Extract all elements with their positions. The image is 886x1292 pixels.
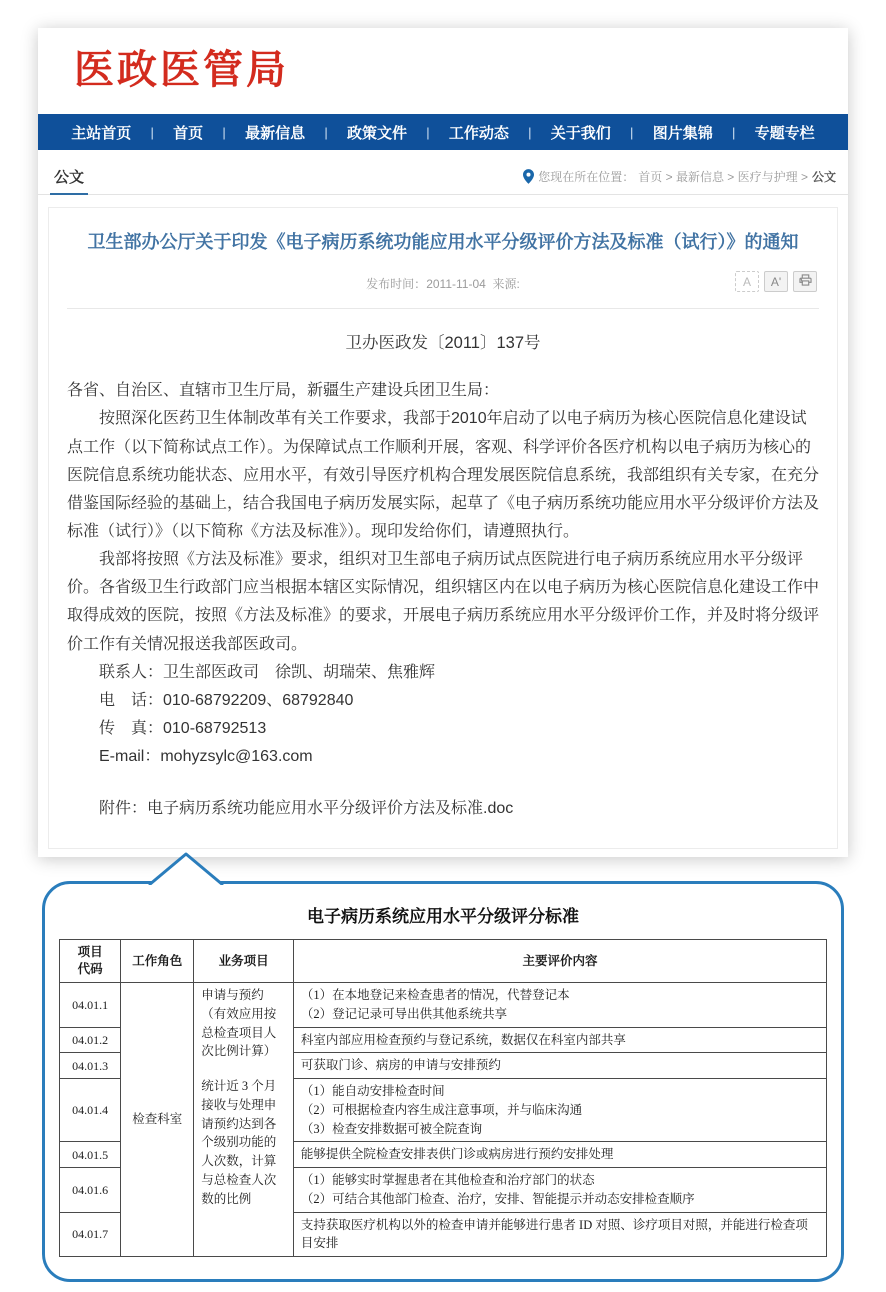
evaluation-content-cell bbox=[293, 1079, 826, 1142]
source-label: 来源: bbox=[492, 277, 520, 292]
nav-item-4[interactable]: 工作动态 bbox=[448, 124, 509, 142]
evaluation-content-line: （2）可结合其他部门检查、治疗，安排、智能提示并动态安排检查顺序 bbox=[300, 1191, 695, 1206]
attachment-preview-callout bbox=[42, 881, 844, 1282]
font-increase-button[interactable]: A' bbox=[764, 271, 788, 292]
location-pin-icon bbox=[523, 169, 534, 184]
evaluation-content-line: 科室内部应用检查预约与登记系统，数据仅在科室内部共享 bbox=[300, 1032, 626, 1047]
page bbox=[0, 28, 886, 1282]
nav-item-0[interactable]: 主站首页 bbox=[71, 124, 132, 142]
attachment-line bbox=[67, 795, 819, 818]
section-title: 公文 bbox=[50, 166, 88, 195]
evaluation-content-line: （2）可根据检查内容生成注意事项，并与临床沟通 bbox=[300, 1102, 583, 1117]
font-decrease-button[interactable]: A bbox=[735, 271, 759, 292]
article-paragraph: 联系人：卫生部医政司 徐凯、胡瑞荣、焦雅辉 bbox=[99, 663, 436, 681]
article-title: 卫生部办公厅关于印发《电子病历系统功能应用水平分级评价方法及标准（试行）》的通知 bbox=[87, 232, 799, 252]
header-project-code: 项目 代码 bbox=[60, 940, 121, 983]
evaluation-content-line: （3）检查安排数据可被全院查询 bbox=[300, 1121, 483, 1136]
site-logo[interactable]: 医政医管局 bbox=[74, 48, 289, 92]
site-card bbox=[38, 28, 848, 857]
evaluation-content-cell bbox=[293, 1212, 826, 1257]
business-item-paragraph: 统计近 3 个月接收与处理申请预约达到各个级别功能的人次数，计算与总检查人次数的比例 bbox=[201, 1079, 277, 1206]
document-panel bbox=[48, 207, 838, 849]
document-number: 卫办医政发〔2011〕137号 bbox=[345, 334, 541, 353]
project-code-cell: 04.01.1 bbox=[60, 983, 121, 1028]
print-button[interactable] bbox=[793, 271, 817, 292]
attachment-link[interactable]: 电子病历系统功能应用水平分级评价方法及标准.doc bbox=[147, 800, 514, 818]
evaluation-content-cell bbox=[293, 1142, 826, 1168]
attachment-label: 附件： bbox=[99, 800, 148, 818]
evaluation-content-line: （1）能够实时掌握患者在其他检查和治疗部门的状态 bbox=[300, 1173, 595, 1188]
site-header bbox=[38, 28, 848, 114]
grading-table bbox=[59, 939, 827, 1257]
article-paragraph: 电 话：010-68792209、68792840 bbox=[99, 691, 354, 709]
project-code-cell: 04.01.4 bbox=[60, 1079, 121, 1142]
nav-item-2[interactable]: 最新信息 bbox=[245, 124, 306, 142]
breadcrumb bbox=[523, 168, 836, 194]
nav-separator: | bbox=[731, 124, 736, 140]
breadcrumb-path[interactable]: 首页 > 最新信息 > 医疗与护理 > bbox=[638, 170, 808, 184]
evaluation-content-cell bbox=[293, 1027, 826, 1053]
evaluation-content-line: （1）在本地登记来检查患者的情况，代替登记本 bbox=[300, 988, 570, 1003]
nav-item-3[interactable]: 政策文件 bbox=[346, 124, 407, 142]
evaluation-content-line: 支持获取医疗机构以外的检查申请并能够进行患者 ID 对照、诊疗项目对照，并能进行检查项目安排 bbox=[300, 1217, 808, 1251]
article-paragraph: E-mail：mohyzsylc@163.com bbox=[99, 748, 313, 766]
header-work-role: 工作角色 bbox=[121, 940, 194, 983]
publish-date: 2011-11-04 bbox=[426, 277, 486, 292]
business-item-paragraph: 申请与预约（有效应用按总检查项目人次比例计算） bbox=[201, 988, 277, 1059]
nav-item-7[interactable]: 专题专栏 bbox=[754, 124, 815, 142]
evaluation-content-line: （2）登记记录可导出供其他系统共享 bbox=[300, 1006, 508, 1021]
project-code-cell: 04.01.6 bbox=[60, 1168, 121, 1213]
header-main-content: 主要评价内容 bbox=[293, 940, 826, 983]
table-header-row bbox=[60, 940, 827, 983]
callout-box bbox=[42, 881, 844, 1282]
evaluation-content-cell bbox=[293, 983, 826, 1028]
evaluation-content-line: 能够提供全院检查安排表供门诊或病房进行预约安排处理 bbox=[300, 1147, 614, 1162]
header-business-item: 业务项目 bbox=[194, 940, 294, 983]
publish-time-label: 发布时间： bbox=[366, 277, 427, 292]
nav-separator: | bbox=[324, 124, 328, 140]
project-code-cell: 04.01.5 bbox=[60, 1142, 121, 1168]
callout-pointer bbox=[147, 852, 225, 885]
business-item-cell bbox=[194, 983, 294, 1257]
evaluation-content-cell bbox=[293, 1168, 826, 1213]
project-code-cell: 04.01.2 bbox=[60, 1027, 121, 1053]
article-paragraph: 传 真：010-68792513 bbox=[99, 720, 267, 738]
article-paragraph: 按照深化医药卫生体制改革有关工作要求，我部于2010年启动了以电子病历为核心医院信息化建设试点工作（以下简称试点工作）。为保障试点工作顺利开展，客观、科学评价各医疗机构以电子病历为核心的医院信息系统功能状态、应用水平，有效引导医疗机构合理发展医院信息系统，我部组织有关专家，在充分借鉴国际经验的基础上，结合我国电子病历发展实际，起草了《电子病历系统功能应用水平分级评价方法及标准（试行）》（以下简称《方法及标准》）。现印发给你们，请遵照执行。 bbox=[67, 410, 820, 540]
nav-item-5[interactable]: 关于我们 bbox=[550, 124, 611, 142]
main-nav bbox=[38, 114, 848, 150]
nav-separator: | bbox=[222, 124, 226, 140]
nav-item-1[interactable]: 首页 bbox=[173, 124, 204, 142]
nav-separator: | bbox=[528, 124, 532, 140]
evaluation-content-cell bbox=[293, 1053, 826, 1079]
nav-separator: | bbox=[630, 124, 634, 140]
breadcrumb-row bbox=[38, 150, 848, 195]
printer-icon bbox=[799, 274, 812, 289]
evaluation-content-line: （1）能自动安排检查时间 bbox=[300, 1084, 445, 1099]
article-paragraph: 各省、自治区、直辖市卫生厅局，新疆生产建设兵团卫生局： bbox=[67, 382, 500, 400]
breadcrumb-label: 您现在所在位置： bbox=[538, 170, 635, 184]
breadcrumb-current: 公文 bbox=[811, 170, 836, 184]
article-paragraph: 我部将按照《方法及标准》要求，组织对卫生部电子病历试点医院进行电子病历系统应用水平分级评价。各省级卫生行政部门应当根据本辖区实际情况，组织辖区内在以电子病历为核心医院信息化建设工作中取得成效的医院，按照《方法及标准》的要求，开展电子病历系统应用水平分级评价工作，并及时将分级评价工作有关情况报送我部医政司。 bbox=[67, 551, 820, 653]
article-meta-row bbox=[67, 271, 819, 309]
evaluation-content-line: 可获取门诊、病房的申请与安排预约 bbox=[300, 1058, 501, 1073]
project-code-cell: 04.01.3 bbox=[60, 1053, 121, 1079]
table-row bbox=[60, 983, 827, 1028]
nav-separator: | bbox=[426, 124, 430, 140]
article-body bbox=[67, 377, 819, 771]
project-code-cell: 04.01.7 bbox=[60, 1212, 121, 1257]
nav-item-6[interactable]: 图片集锦 bbox=[652, 124, 713, 142]
article-tools bbox=[735, 271, 817, 292]
table-title: 电子病历系统应用水平分级评分标准 bbox=[307, 907, 579, 927]
work-role-cell: 检查科室 bbox=[121, 983, 194, 1257]
nav-separator: | bbox=[150, 124, 154, 140]
